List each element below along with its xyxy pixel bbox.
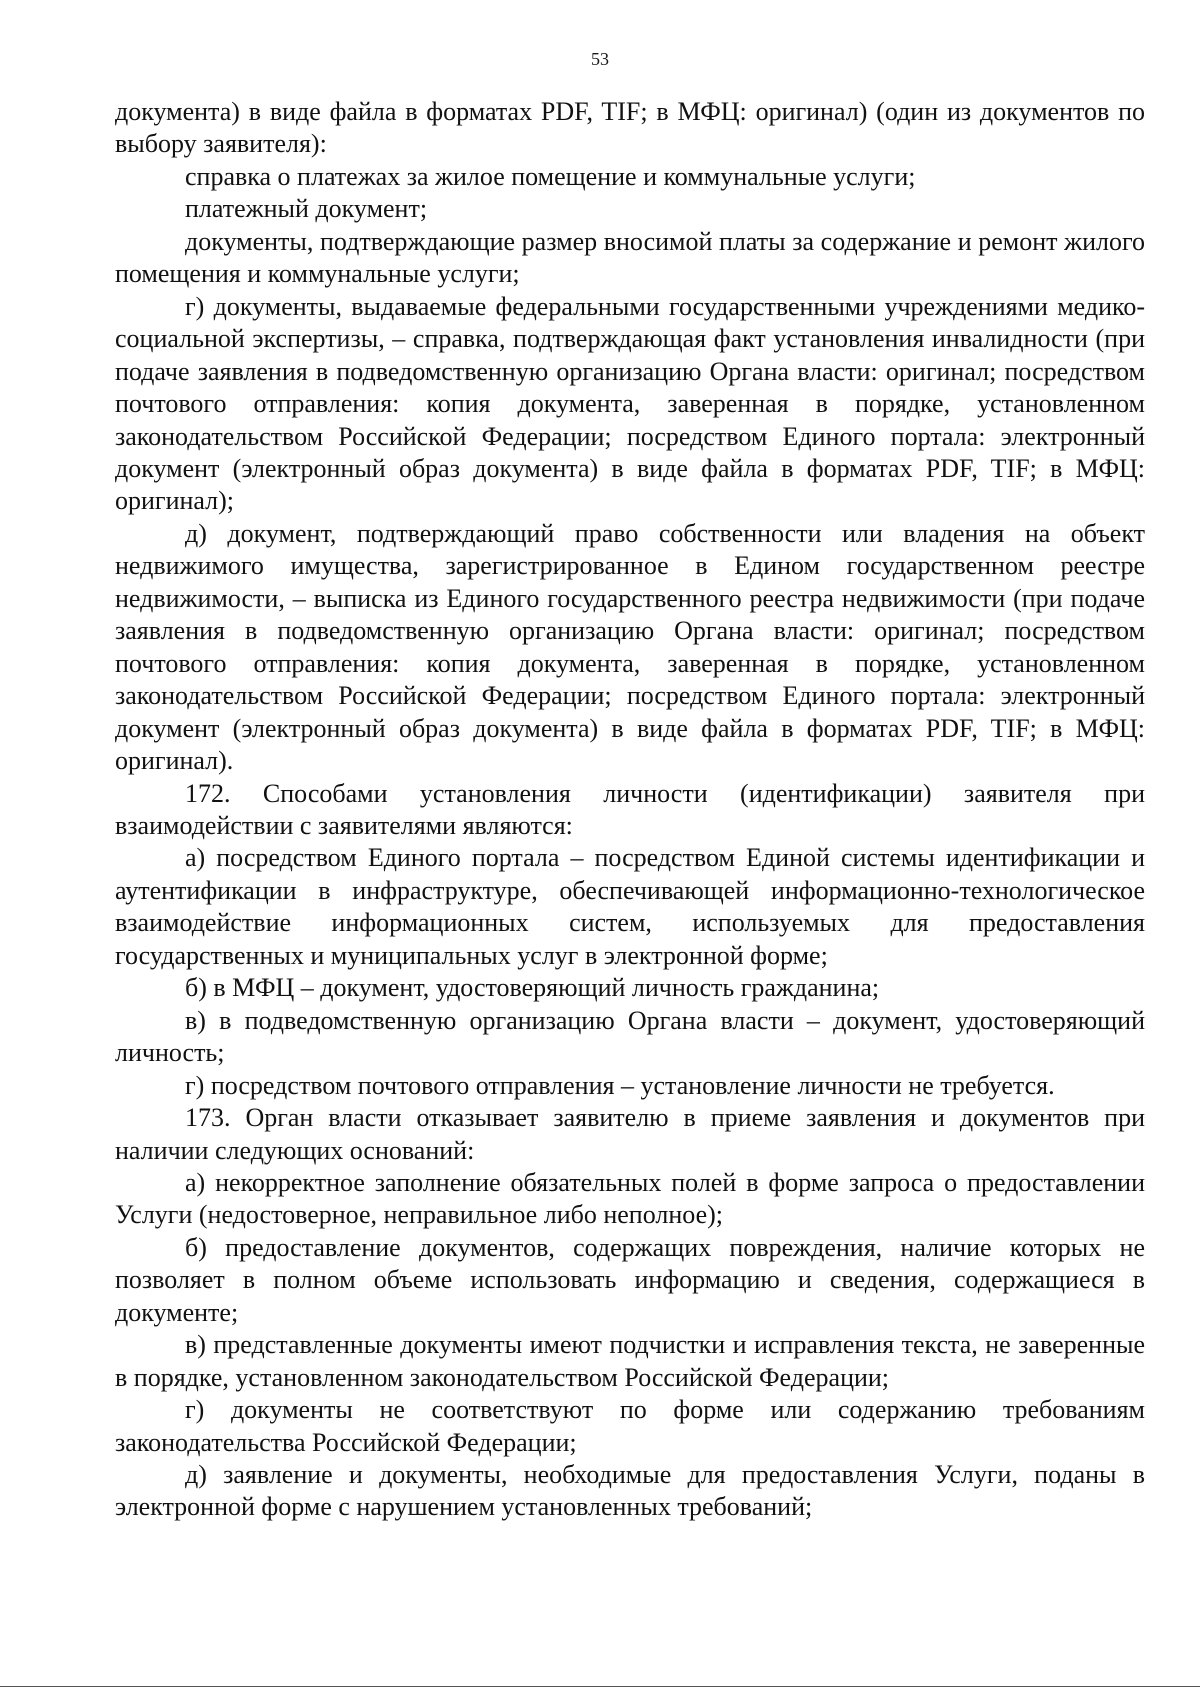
paragraph-item-g-disability: г) документы, выдаваемые федеральными государственными учреждениями медико-социальной экспертизы, – справка, подтверждающая факт установления инвалидности (при подаче заявления в подведомственную организацию Органа власти: оригинал; посредством почтового отправления: копия документа, заверенная в порядке, установленном законодательством Российской Федерации; посредством Единого портала: электронный документ (электронный образ документа) в виде файла в форматах PDF, TIF; в МФЦ: оригинал); <box>115 291 1145 516</box>
page-number: 53 <box>591 49 609 69</box>
paragraph-item-d-property: д) документ, подтверждающий право собственности или владения на объект недвижимого имущества, зарегистрированное в Едином государственном реестре недвижимости, – выписка из Единого государственного реестра недвижимости (при подаче заявления в подведомственную организацию Органа власти: оригинал; посредством почтового отправления: копия документа, заверенная в порядке, установленном законодательством Российской Федерации; посредством Единого портала: электронный документ (электронный образ документа) в виде файла в форматах PDF, TIF; в МФЦ: оригинал). <box>115 518 1145 776</box>
paragraph-172-v: в) в подведомственную организацию Органа власти – документ, удостоверяющий личность; <box>115 1005 1145 1068</box>
paragraph-continuation: документа) в виде файла в форматах PDF, TIF; в МФЦ: оригинал) (один из документов по выбору заявителя): <box>115 97 1145 159</box>
paragraph-173-b: б) предоставление документов, содержащих повреждения, наличие которых не позволяет в полном объеме использовать информацию и сведения, содержащиеся в документе; <box>115 1232 1145 1327</box>
paragraph-173-g: г) документы не соответствуют по форме или содержанию требованиям законодательства Российской Федерации; <box>115 1395 1145 1457</box>
paragraph-172: 172. Способами установления личности (идентификации) заявителя при взаимодействии с заявителями являются: <box>115 778 1145 840</box>
paragraph-173-d: д) заявление и документы, необходимые для предоставления Услуги, поданы в электронной форме с нарушением установленных требований; <box>115 1460 1145 1522</box>
paragraph-payment-document: платежный документ; <box>185 194 428 224</box>
paragraph-173: 173. Орган власти отказывает заявителю в приеме заявления и документов при наличии следующих оснований: <box>115 1103 1145 1165</box>
document-body <box>115 96 1145 1524</box>
paragraph-172-b: б) в МФЦ – документ, удостоверяющий личность гражданина; <box>185 973 880 1003</box>
paragraph-172-a: а) посредством Единого портала – посредством Единой системы идентификации и аутентификации в инфраструктуре, обеспечивающей информационно-технологическое взаимодействие информационных систем, используемых для предоставления государственных и муниципальных услуг в электронной форме; <box>115 843 1145 970</box>
paragraph-173-v: в) представленные документы имеют подчистки и исправления текста, не заверенные в порядке, установленном законодательством Российской Федерации; <box>115 1330 1145 1392</box>
paragraph-fee-documents: документы, подтверждающие размер вносимой платы за содержание и ремонт жилого помещения и коммунальные услуги; <box>115 226 1145 289</box>
paragraph-172-g: г) посредством почтового отправления – установление личности не требуется. <box>185 1070 1055 1100</box>
paragraph-173-a: а) некорректное заполнение обязательных полей в форме запроса о предоставлении Услуги (недостоверное, неправильное либо неполное); <box>115 1167 1145 1230</box>
scan-edge-line <box>0 1686 1200 1687</box>
paragraph-payment-certificate: справка о платежах за жилое помещение и коммунальные услуги; <box>185 161 916 191</box>
